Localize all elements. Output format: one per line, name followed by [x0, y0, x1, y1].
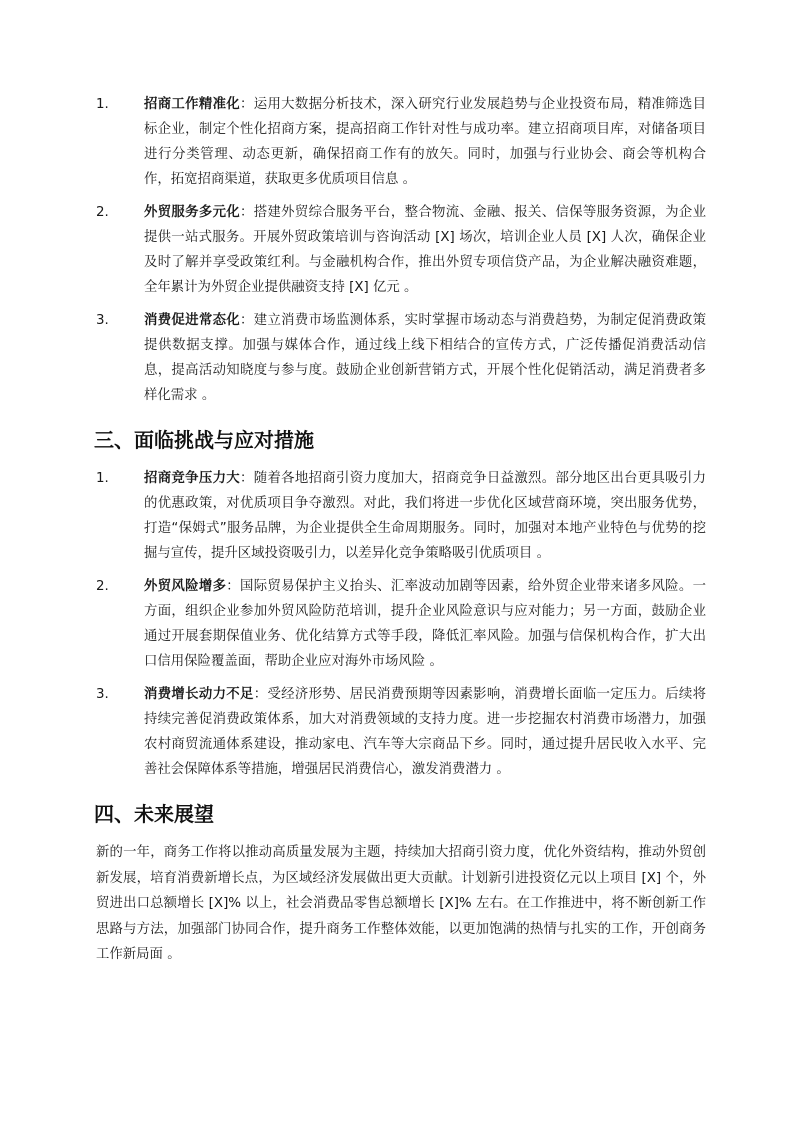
item-title: 外贸服务多元化 — [144, 205, 241, 220]
list-item — [96, 682, 706, 782]
item-text: ：随着各地招商引资力度加大，招商竞争日益激烈。部分地区出台更具吸引力的优惠政策，对优质项目争夺激烈。对此，我们将进一步优化区域营商环境，突出服务优势，打造“保姆式”服务品牌，为企业提供全生命周期服务。同时，加强对本地产业特色与优势的挖掘与宣传，提升区域投资吸引力，以差异化竞争策略吸引优质项目 。 — [144, 471, 707, 561]
section2-list — [96, 92, 706, 408]
list-number: 2. — [96, 579, 109, 594]
list-item — [96, 308, 706, 408]
section4-heading: 四、未来展望 — [94, 802, 214, 826]
list-number: 1. — [96, 471, 109, 486]
list-number: 2. — [96, 205, 109, 220]
list-item — [96, 200, 706, 300]
item-title: 消费增长动力不足 — [144, 687, 254, 702]
item-text: ：受经济形势、居民消费预期等因素影响，消费增长面临一定压力。后续将持续完善促消费政策体系，加大对消费领域的支持力度。进一步挖掘农村消费市场潜力，加强农村商贸流通体系建设，推动家电、汽车等大宗商品下乡。同时，通过提升居民收入水平、完善社会保障体系等措施，增强居民消费信心，激发消费潜力 。 — [144, 687, 707, 777]
item-text: ：国际贸易保护主义抬头、汇率波动加剧等因素，给外贸企业带来诸多风险。一方面，组织企业参加外贸风险防范培训，提升企业风险意识与应对能力；另一方面，鼓励企业通过开展套期保值业务、优化结算方式等手段，降低汇率风险。加强与信保机构合作，扩大出口信用保险覆盖面，帮助企业应对海外市场风险 。 — [144, 579, 707, 669]
section3-list — [96, 466, 706, 782]
list-item — [96, 466, 706, 566]
item-title: 外贸风险增多 — [144, 579, 227, 594]
document-page — [96, 92, 706, 968]
item-text: ：运用大数据分析技术，深入研究行业发展趋势与企业投资布局，精准筛选目标企业，制定个性化招商方案，提高招商工作针对性与成功率。建立招商项目库，对储备项目进行分类管理、动态更新，确保招商工作有的放矢。同时，加强与行业协会、商会等机构合作，拓宽招商渠道，获取更多优质项目信息 。 — [144, 97, 707, 187]
section3-heading: 三、面临挑战与应对措施 — [94, 428, 314, 452]
list-number: 1. — [96, 97, 109, 112]
item-title: 消费促进常态化 — [144, 313, 241, 328]
list-number: 3. — [96, 687, 109, 702]
item-text: ：搭建外贸综合服务平台，整合物流、金融、报关、信保等服务资源，为企业提供一站式服务。开展外贸政策培训与咨询活动 [X] 场次，培训企业人员 [X] 人次，确保企业及时了解并享受政策红利。与金融机构合作，推出外贸专项信贷产品，为企业解决融资难题，全年累计为外贸企业提供融资支持 [X] 亿元 。 — [144, 205, 707, 295]
section4-paragraph: 新的一年，商务工作将以推动高质量发展为主题，持续加大招商引资力度，优化外资结构，推动外贸创新发展，培育消费新增长点，为区域经济发展做出更大贡献。计划新引进投资亿元以上项目 [X] 个，外贸进出口总额增长 [X]% 以上，社会消费品零售总额增长 [X]% 左右。在工作推进中，将不断创新工作思路与方法，加强部门协同合作，提升商务工作整体效能，以更加饱满的热情与扎实的工作，开创商务工作新局面 。 — [96, 845, 706, 962]
item-text: ：建立消费市场监测体系，实时掌握市场动态与消费趋势，为制定促消费政策提供数据支撑。加强与媒体合作，通过线上线下相结合的宣传方式，广泛传播促消费活动信息，提高活动知晓度与参与度。鼓励企业创新营销方式，开展个性化促销活动，满足消费者多样化需求 。 — [144, 313, 707, 403]
item-title: 招商竞争压力大 — [144, 471, 241, 486]
list-item — [96, 574, 706, 674]
list-number: 3. — [96, 313, 109, 328]
list-item — [96, 92, 706, 192]
item-title: 招商工作精准化 — [144, 97, 241, 112]
